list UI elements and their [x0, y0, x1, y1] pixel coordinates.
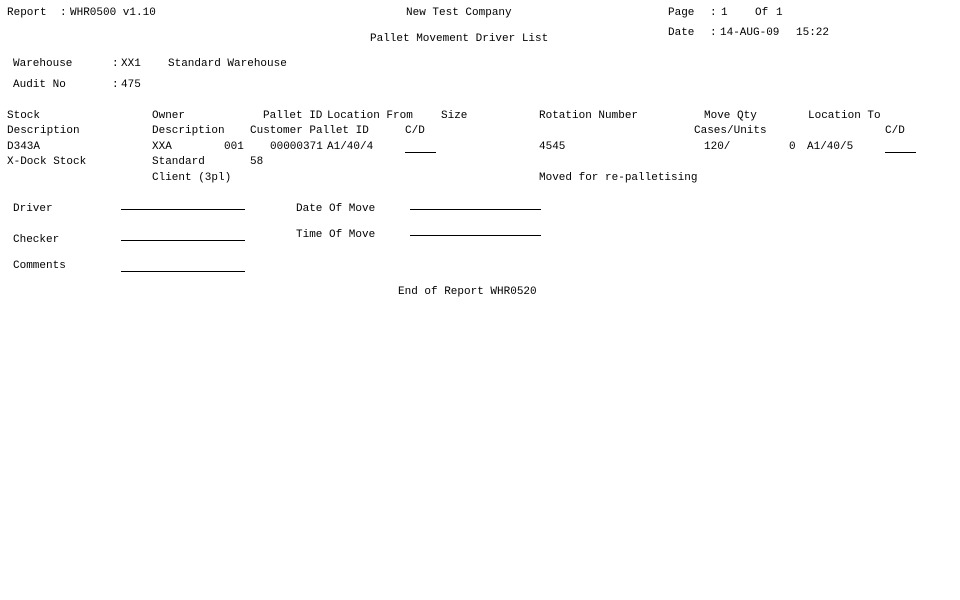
row-stock-description: X-Dock Stock	[7, 156, 87, 168]
col-size: Size	[441, 110, 468, 122]
col-move-qty: Move Qty	[704, 110, 757, 122]
audit-separator: :	[112, 79, 119, 91]
col-cases-units: Cases/Units	[694, 125, 767, 137]
time-of-move-line	[410, 235, 541, 236]
page-separator: :	[710, 7, 717, 19]
row-pallet-id: 00000371	[270, 141, 323, 153]
page-total: 1	[776, 7, 783, 19]
audit-number: 475	[121, 79, 141, 91]
row-move-reason: Moved for re-palletising	[539, 172, 698, 184]
row-owner: XXA	[152, 141, 172, 153]
warehouse-name: Standard Warehouse	[168, 58, 287, 70]
driver-label: Driver	[13, 203, 53, 215]
audit-label: Audit No	[13, 79, 66, 91]
page-of-label: Of	[755, 7, 769, 19]
row-rotation-number: 4545	[539, 141, 566, 153]
date-label: Date	[668, 27, 695, 39]
col-location-from: Location From	[327, 110, 413, 122]
col-customer-pallet-id: Customer Pallet ID	[250, 125, 369, 137]
report-title: Pallet Movement Driver List	[370, 33, 549, 45]
date-of-move-line	[410, 209, 541, 210]
to-cd-blank-line	[885, 152, 916, 153]
col-from-cd: C/D	[405, 125, 425, 137]
row-owner-code: 001	[224, 141, 244, 153]
report-time: 15:22	[796, 27, 830, 39]
company-name: New Test Company	[406, 7, 512, 19]
warehouse-label: Warehouse	[13, 58, 73, 70]
report-id: WHR0500 v1.10	[70, 7, 156, 19]
col-rotation-number: Rotation Number	[539, 110, 639, 122]
checker-label: Checker	[13, 234, 60, 246]
page-label: Page	[668, 7, 695, 19]
date-of-move-label: Date Of Move	[296, 203, 376, 215]
row-location-from: A1/40/4	[327, 141, 374, 153]
col-owner-description: Description	[152, 125, 225, 137]
page-number: 1	[721, 7, 728, 19]
time-of-move-label: Time Of Move	[296, 229, 376, 241]
row-customer-pallet-id: 58	[250, 156, 264, 168]
driver-signature-line	[121, 209, 245, 210]
col-owner: Owner	[152, 110, 186, 122]
row-move-cases: 120/	[704, 141, 731, 153]
report-date: 14-AUG-09	[720, 27, 780, 39]
col-to-cd: C/D	[885, 125, 905, 137]
col-stock: Stock	[7, 110, 41, 122]
comments-line	[121, 271, 245, 272]
date-separator: :	[710, 27, 717, 39]
row-stock-code: D343A	[7, 141, 41, 153]
col-stock-description: Description	[7, 125, 80, 137]
row-move-units: 0	[789, 141, 796, 153]
warehouse-code: XX1	[121, 58, 141, 70]
row-location-to: A1/40/5	[807, 141, 854, 153]
col-pallet-id: Pallet ID	[263, 110, 323, 122]
checker-signature-line	[121, 240, 245, 241]
end-of-report: End of Report WHR0520	[398, 286, 537, 298]
report-separator: :	[60, 7, 67, 19]
row-owner-description-2: Client (3pl)	[152, 172, 232, 184]
warehouse-separator: :	[112, 58, 119, 70]
from-cd-blank-line	[405, 152, 436, 153]
col-location-to: Location To	[808, 110, 881, 122]
comments-label: Comments	[13, 260, 66, 272]
row-owner-description: Standard	[152, 156, 205, 168]
report-label: Report	[7, 7, 47, 19]
